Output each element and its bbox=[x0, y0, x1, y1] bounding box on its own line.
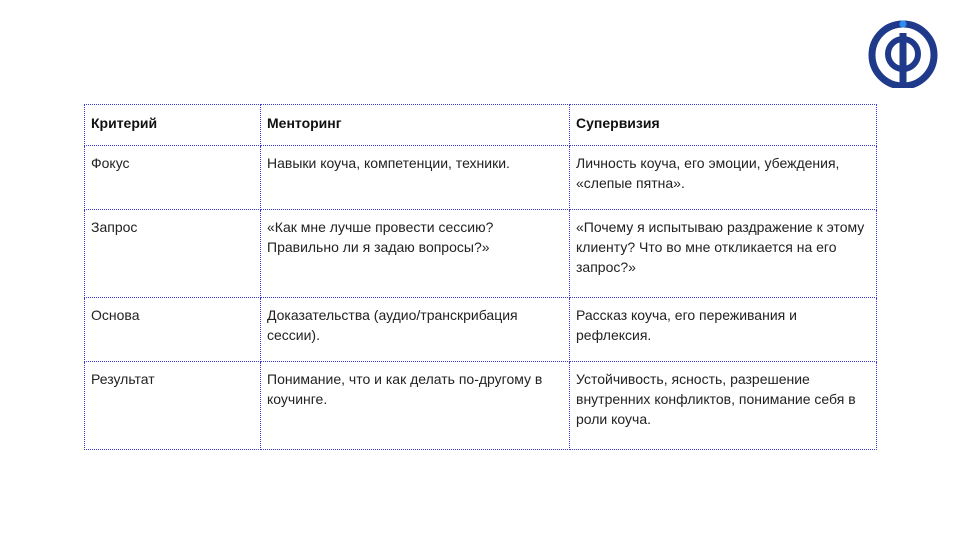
table-row bbox=[85, 210, 877, 298]
row-result-supervision: Устойчивость, ясность, разрешение внутренних конфликтов, понимание себя в роли коуча. bbox=[570, 362, 877, 450]
row-result-criterion: Результат bbox=[85, 362, 261, 450]
row-basis-criterion: Основа bbox=[85, 298, 261, 362]
table-row bbox=[85, 362, 877, 450]
table-row bbox=[85, 146, 877, 210]
brand-logo bbox=[866, 18, 942, 88]
row-request-criterion: Запрос bbox=[85, 210, 261, 298]
table-header-row bbox=[85, 105, 877, 146]
row-result-mentoring: Понимание, что и как делать по-другому в коучинге. bbox=[261, 362, 570, 450]
header-supervision: Супервизия bbox=[570, 105, 877, 146]
row-focus-supervision: Личность коуча, его эмоции, убеждения, «слепые пятна». bbox=[570, 146, 877, 210]
phi-logo-icon bbox=[866, 18, 942, 88]
row-focus-criterion: Фокус bbox=[85, 146, 261, 210]
header-mentoring: Менторинг bbox=[261, 105, 570, 146]
header-criterion: Критерий bbox=[85, 105, 261, 146]
row-request-supervision: «Почему я испытываю раздражение к этому клиенту? Что во мне откликается на его запрос?» bbox=[570, 210, 877, 298]
row-basis-supervision: Рассказ коуча, его переживания и рефлексия. bbox=[570, 298, 877, 362]
row-request-mentoring: «Как мне лучше провести сессию? Правильно ли я задаю вопросы?» bbox=[261, 210, 570, 298]
row-focus-mentoring: Навыки коуча, компетенции, техники. bbox=[261, 146, 570, 210]
row-basis-mentoring: Доказательства (аудио/транскрибация сессии). bbox=[261, 298, 570, 362]
comparison-table-container bbox=[84, 104, 876, 450]
table-row bbox=[85, 298, 877, 362]
comparison-table bbox=[84, 104, 877, 450]
